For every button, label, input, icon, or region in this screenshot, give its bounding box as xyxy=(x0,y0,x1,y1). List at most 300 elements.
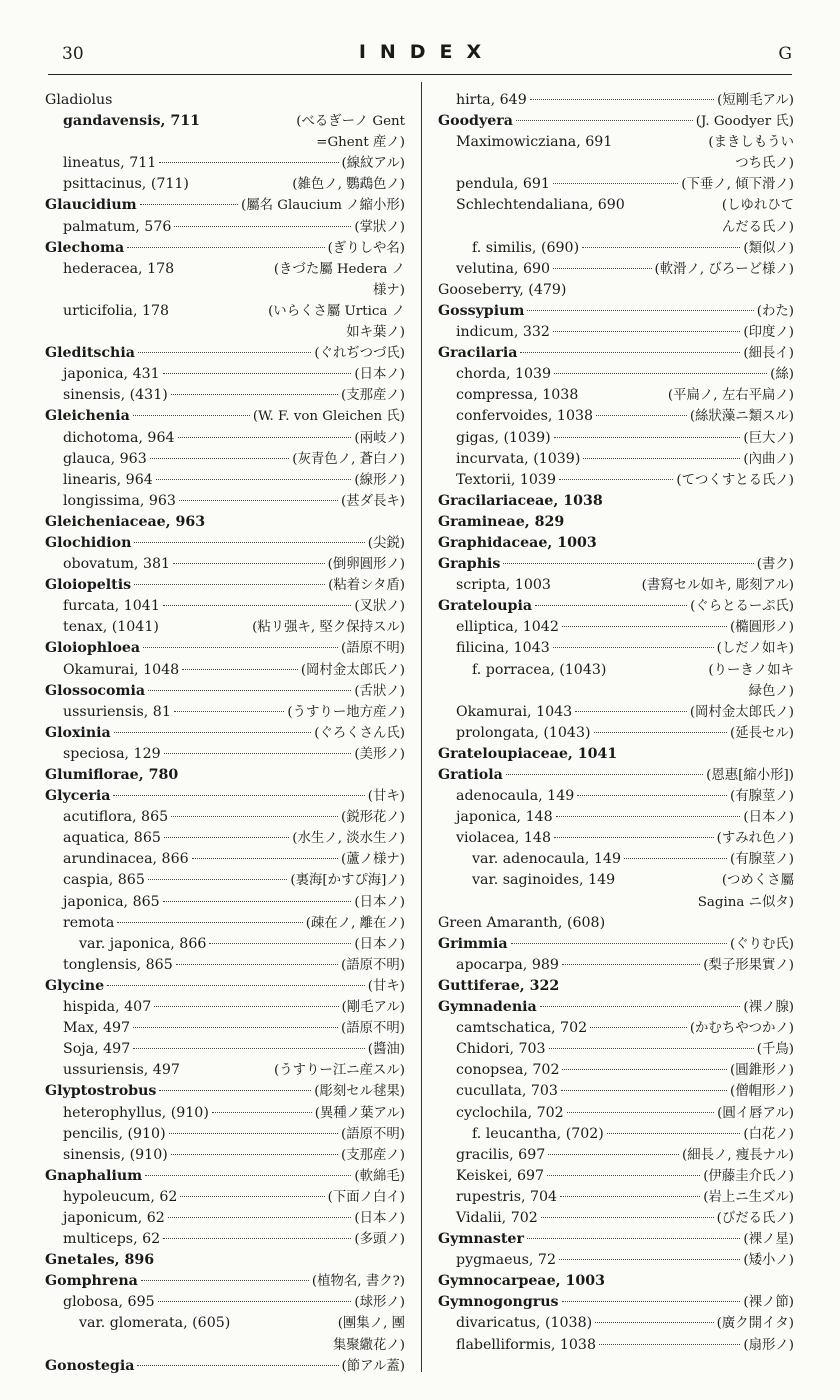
index-entry xyxy=(438,1039,794,1060)
dot-leader xyxy=(527,310,753,311)
entry-term: Glaucidium xyxy=(45,197,137,214)
index-entry xyxy=(438,238,794,259)
entry-term: Chidori, 703 xyxy=(456,1041,546,1058)
entry-term: longissima, 963 xyxy=(63,492,176,509)
index-entry xyxy=(45,322,405,343)
dot-leader xyxy=(192,858,338,859)
dot-leader xyxy=(163,605,352,606)
entry-term: Max, 497 xyxy=(63,1020,131,1037)
index-entry xyxy=(45,470,405,491)
entry-gloss: (蘆ノ様ナ) xyxy=(340,852,405,868)
column-divider xyxy=(421,82,422,1372)
index-entry xyxy=(438,849,794,870)
entry-term: Gladiolus xyxy=(45,92,113,108)
entry-gloss: (圓錐形ノ) xyxy=(729,1063,794,1079)
entry-term: Glochidion xyxy=(45,534,132,551)
entry-term: indicum, 332 xyxy=(456,324,550,341)
index-entry xyxy=(438,870,794,891)
index-entry xyxy=(45,934,405,955)
entry-gloss: (矮小ノ) xyxy=(743,1253,794,1269)
entry-term: Gloiophloea xyxy=(45,640,141,657)
entry-gloss: 緑色ノ) xyxy=(748,683,794,699)
entry-gloss: (團集ノ, 團 xyxy=(337,1316,405,1332)
index-entry xyxy=(438,617,794,638)
index-entry xyxy=(45,723,405,744)
entry-term: chorda, 1039 xyxy=(456,366,552,383)
dot-leader xyxy=(127,247,324,248)
dot-leader xyxy=(553,183,678,184)
entry-gloss: (兩岐ノ) xyxy=(354,430,405,446)
entry-gloss: (語原不明) xyxy=(340,1126,405,1142)
dot-leader xyxy=(506,774,703,775)
entry-term: Gleichenia xyxy=(45,408,130,425)
entry-gloss: (語原不明) xyxy=(340,957,405,973)
entry-term: linearis, 964 xyxy=(63,471,153,488)
index-entry xyxy=(438,702,794,723)
entry-term: Keiskei, 697 xyxy=(456,1167,545,1184)
dot-leader xyxy=(176,964,338,965)
dot-leader xyxy=(148,879,287,880)
index-entry xyxy=(438,1018,794,1039)
index-entry xyxy=(438,1145,794,1166)
entry-term: hederacea, 178 xyxy=(63,260,175,277)
entry-term: arundinacea, 866 xyxy=(63,851,189,868)
entry-term: lineatus, 711 xyxy=(63,155,157,172)
entry-gloss: (書寫セル如キ, 彫刻アル) xyxy=(641,578,794,594)
entry-gloss: (甚ダ長キ) xyxy=(340,493,405,509)
index-entry xyxy=(45,807,405,828)
dot-leader xyxy=(158,1301,352,1302)
entry-term: Okamurai, 1048 xyxy=(63,661,180,678)
entry-term: Graphidaceae, 1003 xyxy=(438,534,597,551)
entry-term: japonicum, 62 xyxy=(63,1209,165,1226)
entry-gloss: (類似ノ) xyxy=(743,240,794,256)
entry-term: Vidalii, 702 xyxy=(456,1209,538,1226)
dot-leader xyxy=(575,711,687,712)
entry-gloss: (節アル蓋) xyxy=(341,1358,405,1374)
index-entry xyxy=(438,428,794,449)
index-entry xyxy=(45,385,405,406)
dot-leader xyxy=(559,1259,740,1260)
index-entry xyxy=(438,554,794,575)
index-entry xyxy=(45,406,405,427)
entry-gloss: (支那産ノ) xyxy=(340,1147,405,1163)
index-entry xyxy=(438,343,794,364)
index-entry xyxy=(438,596,794,617)
index-entry xyxy=(45,892,405,913)
dot-leader xyxy=(520,352,740,353)
dot-leader xyxy=(527,1238,740,1239)
index-entry xyxy=(438,1124,794,1145)
entry-gloss: (線紋アル) xyxy=(341,156,405,172)
dot-leader xyxy=(180,1196,324,1197)
entry-gloss: (疎在ノ, 離在ノ) xyxy=(305,915,405,931)
index-entry xyxy=(438,512,794,533)
entry-term: caspia, 865 xyxy=(63,872,145,889)
entry-term: urticifolia, 178 xyxy=(63,302,170,319)
dot-leader xyxy=(133,415,250,416)
entry-gloss: (裸ノ星) xyxy=(743,1232,794,1248)
index-entry xyxy=(45,913,405,934)
index-entry xyxy=(45,554,405,575)
index-entry xyxy=(438,1060,794,1081)
entry-gloss: (かむちやつかノ) xyxy=(689,1021,794,1037)
entry-gloss: (倒卵圓形ノ) xyxy=(327,557,405,573)
entry-gloss: (短剛毛アル) xyxy=(717,93,794,108)
entry-term: aquatica, 865 xyxy=(63,830,161,847)
index-entry xyxy=(438,153,794,174)
dot-leader xyxy=(179,500,338,501)
entry-gloss: (しゆれひて xyxy=(721,198,794,214)
entry-term: Glycine xyxy=(45,977,105,994)
dot-leader xyxy=(583,458,740,459)
entry-term: f. leucantha, (702) xyxy=(472,1125,604,1142)
index-entry xyxy=(438,828,794,849)
index-entry xyxy=(45,1271,405,1292)
index-entry xyxy=(45,1187,405,1208)
dot-leader xyxy=(163,373,352,374)
index-entry xyxy=(45,449,405,470)
index-entry xyxy=(438,1187,794,1208)
entry-term: scripta, 1003 xyxy=(456,577,551,594)
index-entry xyxy=(45,1313,405,1334)
dot-leader xyxy=(624,858,727,859)
entry-term: flabelliformis, 1038 xyxy=(456,1336,596,1353)
entry-term: gracilis, 697 xyxy=(456,1146,546,1163)
index-entry xyxy=(438,575,794,596)
index-entry xyxy=(45,111,405,132)
dot-leader xyxy=(154,1006,338,1007)
entry-gloss: (つめくさ屬 xyxy=(721,873,794,889)
index-entry xyxy=(438,1208,794,1229)
entry-gloss: (白花ノ) xyxy=(743,1126,794,1142)
dot-leader xyxy=(178,437,352,438)
dot-leader xyxy=(163,1238,351,1239)
dot-leader xyxy=(607,1133,741,1134)
entry-gloss: (甘キ) xyxy=(367,978,405,994)
entry-gloss: (甘キ) xyxy=(367,789,405,805)
dot-leader xyxy=(133,1048,365,1049)
dot-leader xyxy=(174,711,285,712)
entry-term: cyclochila, 702 xyxy=(456,1104,564,1121)
dot-leader xyxy=(138,352,311,353)
entry-gloss: (うすりー江ニ産スル) xyxy=(274,1063,405,1079)
dot-leader xyxy=(182,669,298,670)
index-entry xyxy=(45,596,405,617)
entry-term: japonica, 865 xyxy=(63,893,160,910)
dot-leader xyxy=(137,1365,338,1366)
dot-leader xyxy=(562,1069,727,1070)
dot-leader xyxy=(577,795,727,796)
index-entry xyxy=(438,892,794,913)
entry-gloss: (屬名 Glaucium ノ縮小形) xyxy=(241,198,405,214)
entry-term: heterophyllus, (910) xyxy=(63,1104,209,1121)
dot-leader xyxy=(596,415,687,416)
index-entry xyxy=(45,132,405,153)
entry-gloss: (水生ノ, 淡水生ノ) xyxy=(292,831,405,847)
index-entry xyxy=(45,1124,405,1145)
dot-leader xyxy=(107,985,365,986)
entry-term: obovatum, 381 xyxy=(63,556,171,573)
index-entry xyxy=(45,870,405,891)
dot-leader xyxy=(540,1006,741,1007)
dot-leader xyxy=(159,162,338,163)
index-entry xyxy=(45,765,405,786)
dot-leader xyxy=(559,479,673,480)
entry-term: var. saginoides, 149 xyxy=(472,872,616,889)
dot-leader xyxy=(134,584,325,585)
index-entry xyxy=(438,976,794,997)
index-entry xyxy=(45,702,405,723)
index-entry xyxy=(45,1103,405,1124)
entry-gloss: (ぐりむ氏) xyxy=(729,936,794,952)
entry-gloss: (巨大ノ) xyxy=(743,430,794,446)
entry-term: Grateloupia xyxy=(438,598,533,615)
index-entry xyxy=(438,449,794,470)
entry-term: pendula, 691 xyxy=(456,176,550,193)
entry-term: Gratiola xyxy=(438,767,503,783)
dot-leader xyxy=(148,690,351,691)
dot-leader xyxy=(560,1196,700,1197)
entry-gloss: (千鳥) xyxy=(756,1042,794,1058)
dot-leader xyxy=(140,204,238,205)
index-entry xyxy=(438,1292,794,1313)
index-entry xyxy=(45,259,405,280)
dot-leader xyxy=(169,1133,338,1134)
index-entry xyxy=(438,1250,794,1271)
entry-term: Gonostegia xyxy=(45,1357,135,1374)
dot-leader xyxy=(143,647,338,648)
dot-leader xyxy=(209,943,351,944)
index-entry xyxy=(438,132,794,153)
entry-gloss: (日本ノ) xyxy=(354,894,405,910)
entry-term: var. adenocaula, 149 xyxy=(472,851,621,868)
entry-term: hispida, 407 xyxy=(63,999,152,1016)
entry-term: f. similis, (690) xyxy=(472,239,580,256)
entry-gloss: つち氏ノ) xyxy=(735,156,794,172)
dot-leader xyxy=(114,732,311,733)
index-entry xyxy=(438,744,794,765)
entry-term: speciosa, 129 xyxy=(63,745,161,762)
entry-term: gandavensis, 711 xyxy=(63,113,200,130)
index-entry xyxy=(438,1166,794,1187)
entry-gloss: (內曲ノ) xyxy=(743,451,794,467)
dot-leader xyxy=(164,837,289,838)
dot-leader xyxy=(503,563,753,564)
entry-term: Green Amaranth, (608) xyxy=(438,914,606,931)
entry-gloss: (細長ノ, 痩長ナル) xyxy=(681,1147,794,1163)
entry-gloss: (しだノ如キ) xyxy=(716,641,794,657)
dot-leader xyxy=(553,268,651,269)
dot-leader xyxy=(133,1027,338,1028)
entry-gloss: (橢圓形ノ) xyxy=(729,620,794,636)
page-header xyxy=(62,41,792,76)
entry-gloss: (鋭形花ノ) xyxy=(340,810,405,826)
index-entry xyxy=(45,955,405,976)
index-entry xyxy=(45,491,405,512)
entry-term: Glyceria xyxy=(45,788,111,805)
entry-term: Goodyera xyxy=(438,113,513,130)
dot-leader xyxy=(168,1217,352,1218)
entry-gloss: (J. Goodyer 氏) xyxy=(695,114,794,130)
dot-leader xyxy=(548,1154,679,1155)
entry-term: sinensis, (910) xyxy=(63,1146,168,1163)
index-entry xyxy=(438,1271,794,1292)
index-entry xyxy=(438,533,794,554)
dot-leader xyxy=(145,1175,351,1176)
entry-term: confervoides, 1038 xyxy=(456,408,594,425)
index-entry xyxy=(45,90,405,111)
entry-gloss: (裸ノ節) xyxy=(743,1295,794,1311)
dot-leader xyxy=(212,1112,312,1113)
dot-leader xyxy=(590,1027,687,1028)
dot-leader xyxy=(174,226,351,227)
entry-term: rupestris, 704 xyxy=(456,1188,558,1205)
entry-term: Gloxinia xyxy=(45,724,111,741)
entry-term: divaricatus, (1038) xyxy=(456,1315,593,1332)
entry-term: Grimmia xyxy=(438,935,508,952)
entry-gloss: 如キ葉ノ) xyxy=(346,325,405,341)
entry-gloss: (有腺莖ノ) xyxy=(729,789,794,805)
entry-term: japonica, 148 xyxy=(456,809,553,826)
dot-leader xyxy=(150,458,290,459)
dot-leader xyxy=(163,901,352,902)
entry-gloss: (絲) xyxy=(770,367,794,383)
entry-gloss: (掌狀ノ) xyxy=(354,219,405,235)
entry-gloss: (書ク) xyxy=(756,557,794,573)
entry-term: remota xyxy=(63,914,115,931)
entry-gloss: (W. F. von Gleichen 氏) xyxy=(252,409,405,425)
entry-term: gigas, (1039) xyxy=(456,429,551,446)
entry-gloss: (雑色ノ, 鸚鵡色ノ) xyxy=(292,177,405,193)
entry-gloss: (うすりー地方産ノ) xyxy=(287,704,405,720)
dot-leader xyxy=(117,922,302,923)
index-entry xyxy=(438,660,794,681)
entry-gloss: (べるぎーノ Gent xyxy=(296,114,405,130)
index-entry xyxy=(438,259,794,280)
dot-leader xyxy=(156,479,352,480)
index-entry xyxy=(45,301,405,322)
entry-term: Grateloupiaceae, 1041 xyxy=(438,745,618,762)
entry-term: Gymnocarpeae, 1003 xyxy=(438,1273,605,1290)
entry-gloss: (有腺莖ノ) xyxy=(729,852,794,868)
entry-term: cucullata, 703 xyxy=(456,1083,558,1100)
index-entry xyxy=(45,1292,405,1313)
section-letter: G xyxy=(778,44,792,64)
entry-term: psittacinus, (711) xyxy=(63,176,189,193)
entry-term: Gymnogongrus xyxy=(438,1294,559,1311)
entry-term: Glossocomia xyxy=(45,682,146,699)
entry-gloss: (わた) xyxy=(756,303,794,319)
entry-term: glauca, 963 xyxy=(63,450,147,467)
index-entry xyxy=(438,955,794,976)
entry-gloss: (語原不明) xyxy=(340,1021,405,1037)
entry-gloss: (植物名, 書ク?) xyxy=(311,1274,405,1290)
index-entry xyxy=(45,238,405,259)
index-entry xyxy=(45,681,405,702)
index-entry xyxy=(45,744,405,765)
index-entry xyxy=(438,1335,794,1356)
page-title: INDEX xyxy=(358,41,496,63)
dot-leader xyxy=(511,943,727,944)
entry-gloss: (醬油) xyxy=(367,1042,405,1058)
entry-term: Gymnadenia xyxy=(438,999,537,1016)
dot-leader xyxy=(134,542,364,543)
index-entry xyxy=(45,1145,405,1166)
entry-term: adenocaula, 149 xyxy=(456,788,575,805)
entry-term: japonica, 431 xyxy=(63,366,160,383)
dot-leader xyxy=(554,837,714,838)
entry-gloss: =Ghent 産ノ) xyxy=(316,135,405,151)
dot-leader xyxy=(171,394,338,395)
index-entry xyxy=(45,533,405,554)
entry-term: pencilis, (910) xyxy=(63,1125,166,1142)
entry-gloss: 様ナ) xyxy=(372,282,405,298)
index-entry xyxy=(438,491,794,512)
index-entry xyxy=(45,1335,405,1356)
entry-gloss: (いらくさ屬 Urtica ノ xyxy=(268,303,405,319)
index-entry xyxy=(438,174,794,195)
dot-leader xyxy=(541,1217,714,1218)
entry-term: hypoleucum, 62 xyxy=(63,1188,178,1205)
index-entry xyxy=(438,1103,794,1124)
entry-term: Graphis xyxy=(438,556,501,573)
entry-term: var. glomerata, (605) xyxy=(79,1315,231,1332)
entry-term: Gloiopeltis xyxy=(45,577,132,594)
entry-gloss: (きづた屬 Hedera ノ xyxy=(273,261,405,277)
index-entry xyxy=(45,1356,405,1377)
entry-term: compressa, 1038 xyxy=(456,387,579,404)
index-entry xyxy=(45,512,405,533)
index-entry xyxy=(438,1081,794,1102)
index-entry xyxy=(45,1060,405,1081)
index-entry xyxy=(438,638,794,659)
index-column-left xyxy=(45,90,405,1377)
index-entry xyxy=(438,807,794,828)
entry-gloss: Sagina ニ似タ) xyxy=(697,894,794,910)
entry-gloss: (線形ノ) xyxy=(354,472,405,488)
entry-gloss: (下垂ノ, 傾下滑ノ) xyxy=(681,177,794,193)
dot-leader xyxy=(530,99,714,100)
entry-term: velutina, 690 xyxy=(456,260,551,277)
dot-leader xyxy=(567,1112,714,1113)
index-entry xyxy=(438,765,794,786)
index-entry xyxy=(438,997,794,1018)
entry-gloss: (粘着シタ盾) xyxy=(328,578,405,594)
dot-leader xyxy=(547,1175,700,1176)
entry-term: Gleicheniaceae, 963 xyxy=(45,513,206,530)
entry-gloss: (ぐろくさん氏) xyxy=(314,725,405,741)
index-entry xyxy=(45,1208,405,1229)
entry-term: globosa, 695 xyxy=(63,1294,155,1311)
entry-gloss: (細長イ) xyxy=(743,346,794,362)
entry-gloss: (岡村金太郎氏ノ) xyxy=(689,704,794,720)
index-entry xyxy=(45,849,405,870)
entry-term: tonglensis, 865 xyxy=(63,956,173,973)
index-entry xyxy=(438,406,794,427)
entry-gloss: (語原不明) xyxy=(340,641,405,657)
dot-leader xyxy=(561,1090,727,1091)
dot-leader xyxy=(582,247,740,248)
entry-gloss: (岡村金太郎氏ノ) xyxy=(300,662,405,678)
entry-term: Maximowicziana, 691 xyxy=(456,134,613,151)
entry-term: var. japonica, 866 xyxy=(79,935,207,952)
dot-leader xyxy=(141,1280,309,1281)
entry-gloss: (彫刻セル毬果) xyxy=(314,1084,405,1100)
index-entry xyxy=(438,934,794,955)
entry-term: apocarpa, 989 xyxy=(456,956,559,973)
entry-term: pygmaeus, 72 xyxy=(456,1252,556,1269)
